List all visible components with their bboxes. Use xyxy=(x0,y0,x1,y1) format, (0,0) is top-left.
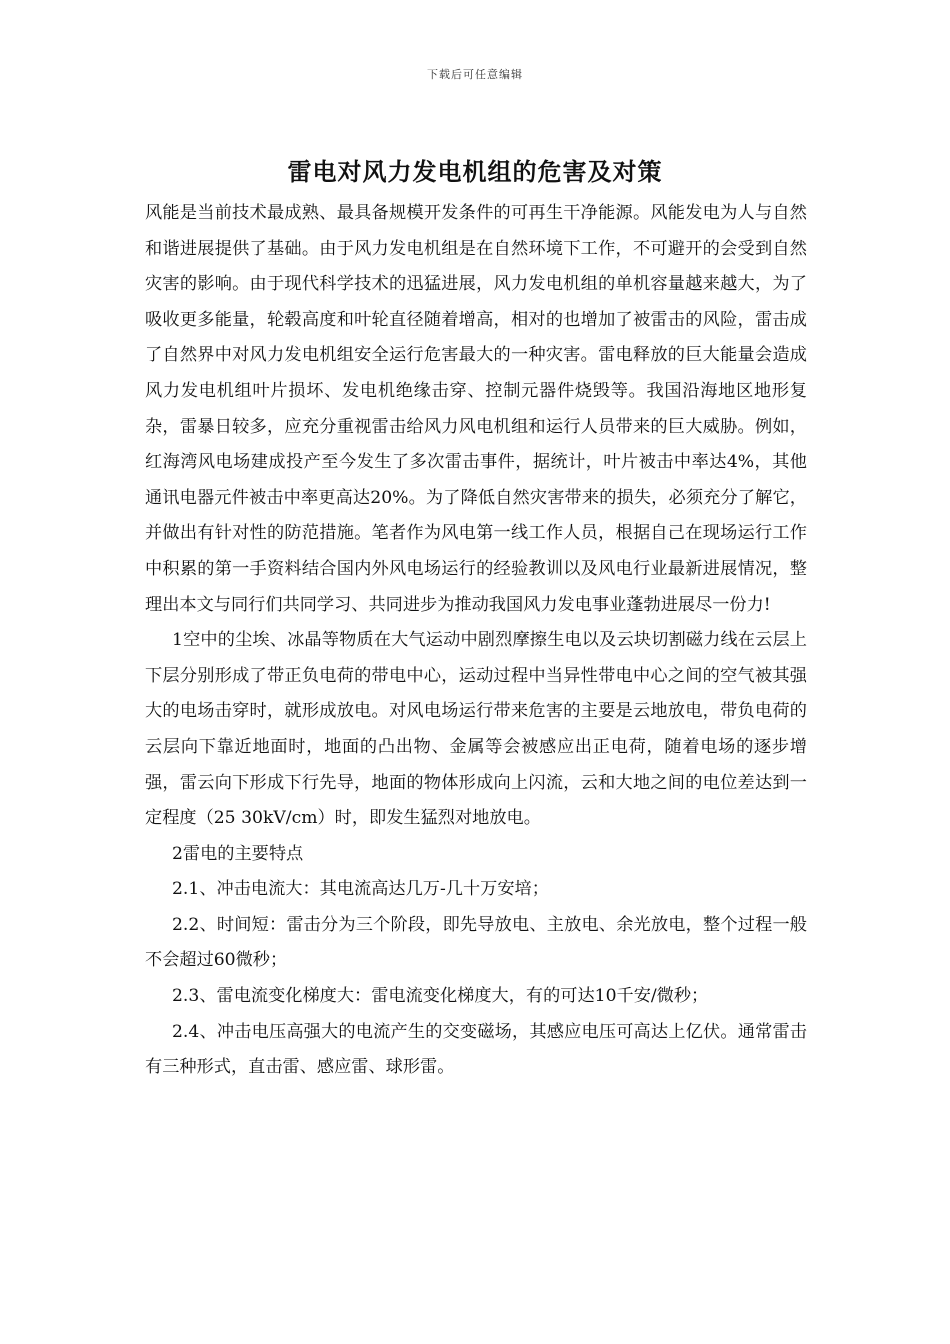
section-2-heading: 2雷电的主要特点 xyxy=(172,843,304,864)
document-title: 雷电对风力发电机组的危害及对策 xyxy=(287,157,663,186)
feature-2-4: 2.4、冲击电压高强大的电流产生的交变磁场，其感应电压可高达上亿伏。通常雷击有三种形式，直击雷、感应雷、球形雷。 xyxy=(145,1021,807,1078)
header-note: 下载后可任意编辑 xyxy=(427,68,523,81)
section-1-paragraph: 1空中的尘埃、冰晶等物质在大气运动中剧烈摩擦生电以及云块切割磁力线在云层上下层分别形成了带正负电荷的带电中心，运动过程中当异性带电中心之间的空气被其强大的电场击穿时，就形成放电。对风电场运行带来危害的主要是云地放电，带负电荷的云层向下靠近地面时，地面的凸出物、金属等会被感应出正电荷，随着电场的逐步增强，雷云向下形成下行先导，地面的物体形成向上闪流，云和大地之间的电位差达到一定程度（25 30kV/cm）时，即发生猛烈对地放电。 xyxy=(145,630,807,829)
intro-paragraph: 风能是当前技术最成熟、最具备规模开发条件的可再生干净能源。风能发电为人与自然和谐进展提供了基础。由于风力发电机组是在自然环境下工作，不可避开的会受到自然灾害的影响。由于现代科学技术的迅猛进展，风力发电机组的单机容量越来越大，为了吸收更多能量，轮毂高度和叶轮直径随着增高，相对的也增加了被雷击的风险，雷击成了自然界中对风力发电机组安全运行危害最大的一种灾害。雷电释放的巨大能量会造成风力发电机组叶片损坏、发电机绝缘击穿、控制元器件烧毁等。我国沿海地区地形复杂，雷暴日较多，应充分重视雷击给风力风电机组和运行人员带来的巨大威胁。例如，红海湾风电场建成投产至今发生了多次雷击事件，据统计，叶片被击中率达4%，其他通讯电器元件被击中率更高达20%。为了降低自然灾害带来的损失，必须充分了解它，并做出有针对性的防范措施。笔者作为风电第一线工作人员，根据自己在现场运行工作中积累的第一手资料结合国内外风电场运行的经验教训以及风电行业最新进展情况，整理出本文与同行们共同学习、共同进步为推动我国风力发电事业蓬勃进展尽一份力! xyxy=(145,203,807,615)
feature-2-2: 2.2、时间短：雷击分为三个阶段，即先导放电、主放电、余光放电，整个过程一般不会超过60微秒； xyxy=(145,914,807,971)
feature-2-3: 2.3、雷电流变化梯度大：雷电流变化梯度大，有的可达10千安/微秒； xyxy=(172,986,709,1007)
document-body xyxy=(145,196,807,1086)
feature-2-1: 2.1、冲击电流大：其电流高达几万-几十万安培； xyxy=(172,879,549,900)
